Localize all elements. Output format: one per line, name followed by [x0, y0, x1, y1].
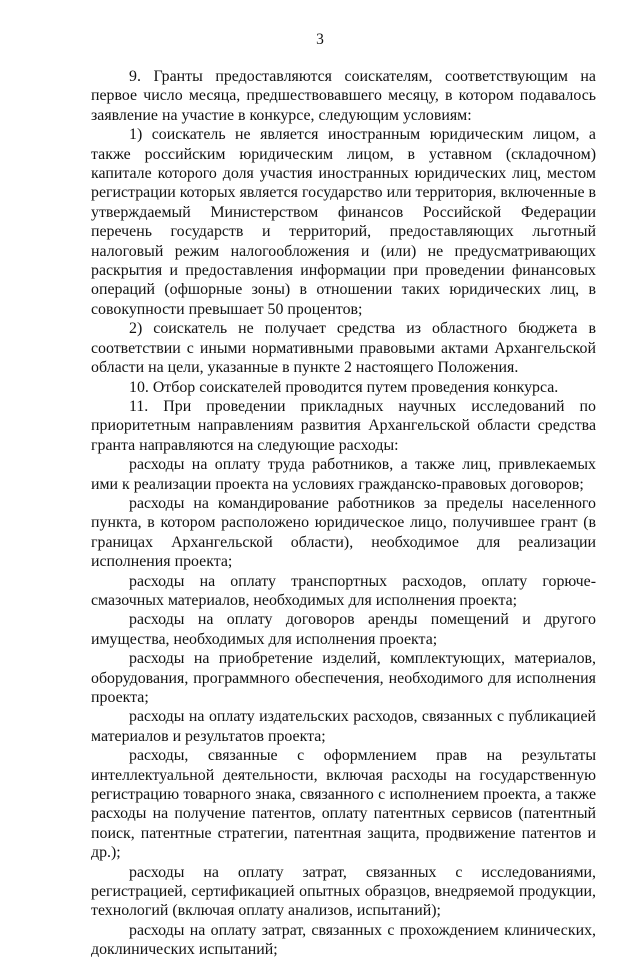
paragraph-11-intro: 11. При проведении прикладных научных исследований по приоритетным направлениям развития Архангельской области средства гранта направляются на следующие расходы: — [91, 397, 596, 454]
paragraph-9-intro: 9. Гранты предоставляются соискателям, соответствующим на первое число месяца, предшествовавшего месяцу, в котором подавалось заявление на участие в конкурсе, следующим условиям: — [91, 68, 596, 124]
expense-item-labor: расходы на оплату труда работников, а также лиц, привлекаемых ими к реализации проекта на условиях гражданско-правовых договоров; — [91, 456, 596, 493]
expense-item-certification: расходы на оплату затрат, связанных с исследованиями, регистрацией, сертификацией опытных образцов, внедряемой продукции, технологий (включая оплату анализов, испытаний); — [91, 863, 596, 920]
expense-item-transport: расходы на оплату транспортных расходов, оплату горюче-смазочных материалов, необходимых для исполнения проекта; — [91, 572, 596, 609]
page-number: 3 — [316, 31, 324, 48]
document-body — [91, 67, 596, 960]
expense-item-business-travel: расходы на командирование работников за пределы населенного пункта, в котором расположено юридическое лицо, получившее грант (в границах Архангельской области), необходимое для реализации исполнения проекта; — [91, 494, 596, 571]
expense-item-intellectual-property: расходы, связанные с оформлением прав на результаты интеллектуальной деятельности, включая расходы на государственную регистрацию товарного знака, связанного с исполнением проекта, а также расходы на получение патентов, оплату патентных сервисов (патентный поиск, патентные стратегии, патентная защита, продвижение патентов и др.); — [91, 747, 596, 862]
expense-item-equipment: расходы на приобретение изделий, комплектующих, материалов, оборудования, программного обеспечения, необходимого для исполнения проекта; — [91, 650, 596, 706]
expense-item-publishing: расходы на оплату издательских расходов, связанных с публикацией материалов и результатов проекта; — [91, 708, 596, 745]
paragraph-9-condition-2: 2) соискатель не получает средства из областного бюджета в соответствии с иными нормативными правовыми актами Архангельской области на цели, указанные в пункте 2 настоящего Положения. — [91, 320, 596, 377]
paragraph-9-condition-1: 1) соискатель не является иностранным юридическим лицом, а также российским юридическим лицом, в уставном (складочном) капитале которого доля участия иностранных юридических лиц, местом регистрации которых является государство или территория, включенные в утверждаемый Министерством финансов Российской Федерации перечень государств и территорий, предоставляющих льготный налоговый режим налогообложения и (или) не предусматривающих раскрытия и предоставления информации при проведении финансовых операций (офшорные зоны) в отношении таких юридических лиц, в совокупности превышает 50 процентов; — [91, 126, 596, 318]
expense-item-lease: расходы на оплату договоров аренды помещений и другого имущества, необходимых для исполнения проекта; — [91, 611, 596, 648]
paragraph-10: 10. Отбор соискателей проводится путем проведения конкурса. — [129, 378, 559, 396]
expense-item-clinical-trials: расходы на оплату затрат, связанных с прохождением клинических, доклинических испытаний; — [91, 921, 596, 959]
